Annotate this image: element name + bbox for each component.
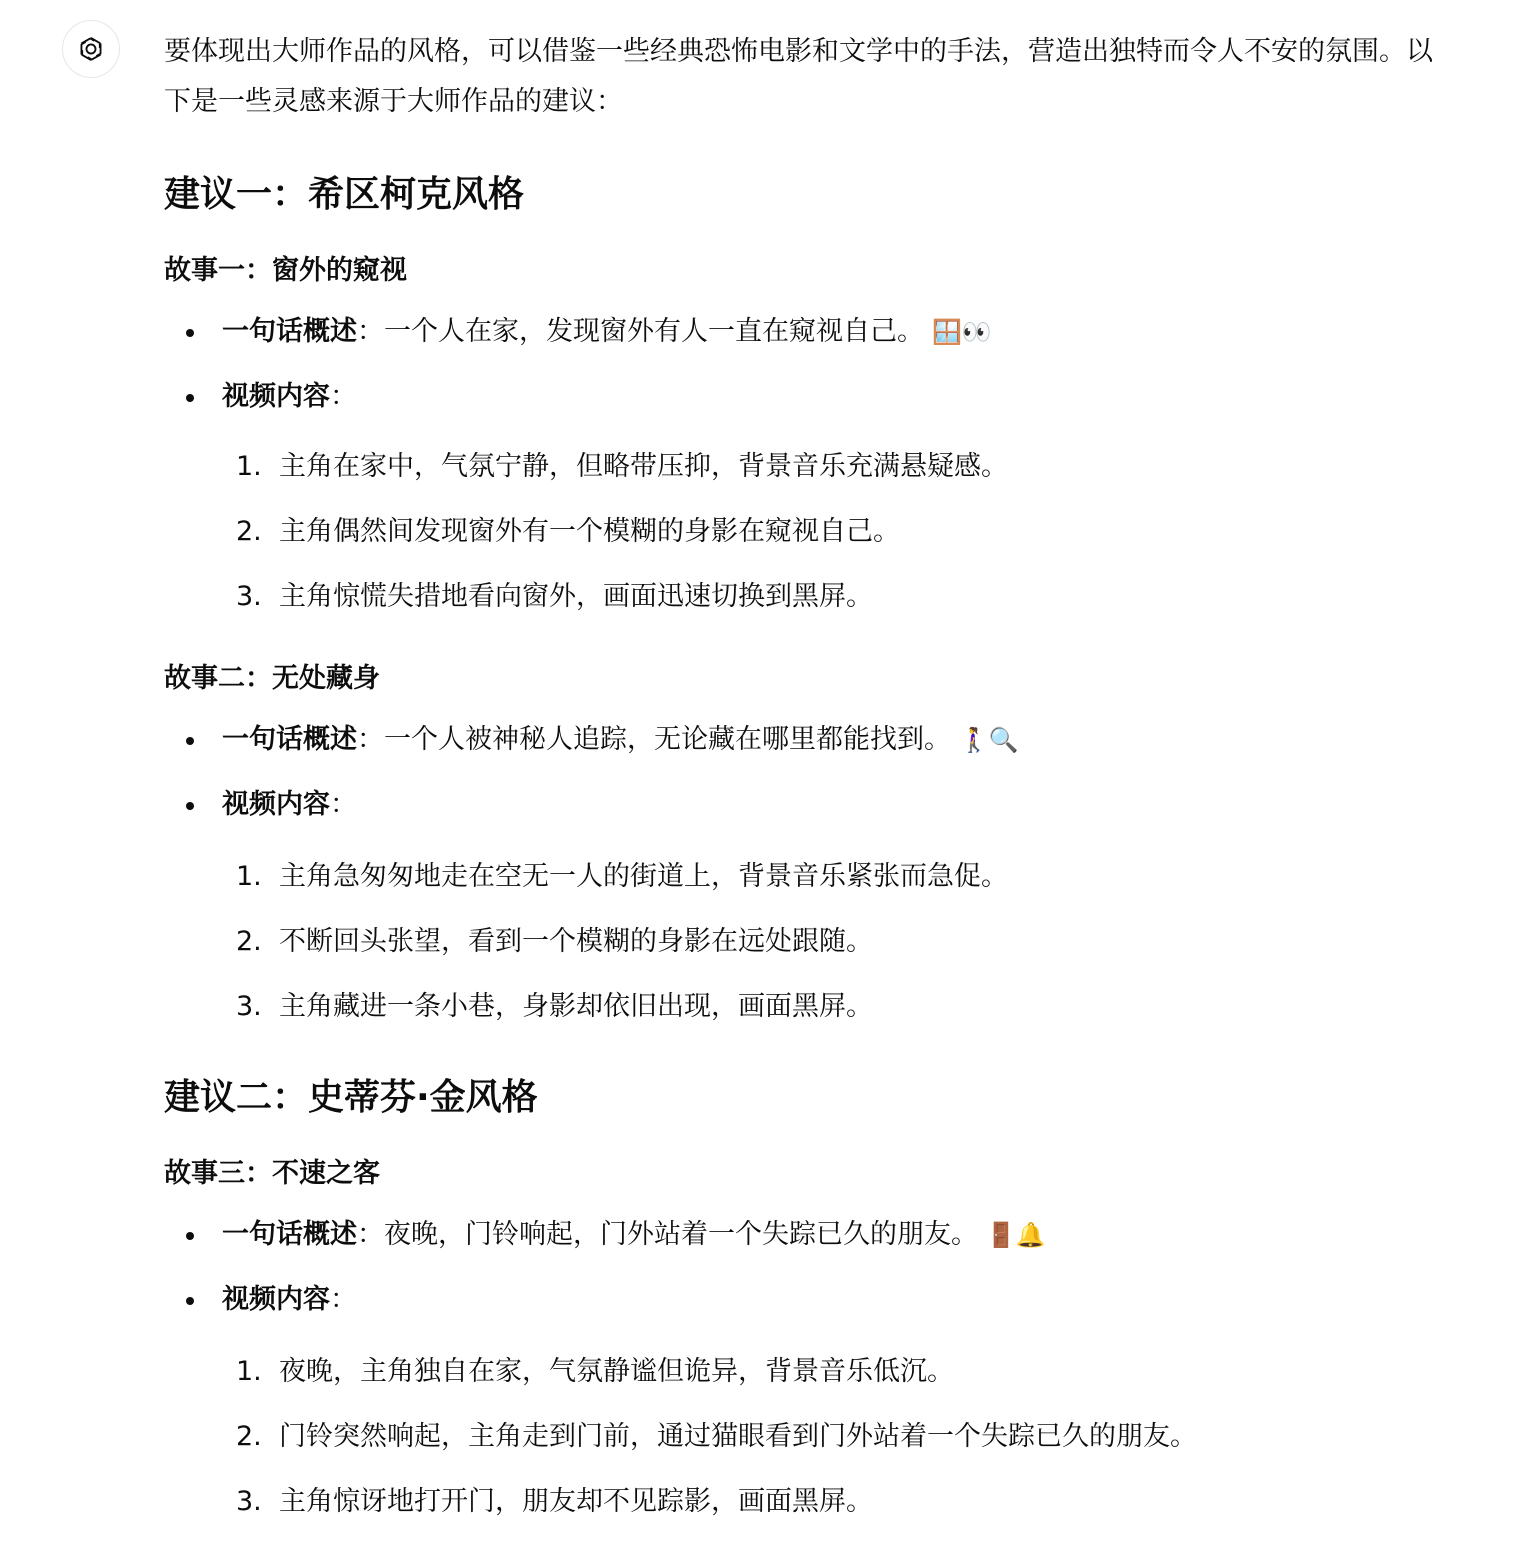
step-number: 1. bbox=[236, 1356, 262, 1387]
window-eyes-emoji-icon: 🪟👀 bbox=[932, 318, 992, 346]
summary-text: 夜晚，门铃响起，门外站着一个失踪已久的朋友。 bbox=[384, 1219, 978, 1250]
walking-search-emoji-icon: 🚶‍♀️🔍 bbox=[959, 726, 1019, 754]
step-number: 3. bbox=[236, 1486, 262, 1517]
story-bullets bbox=[164, 312, 1454, 417]
summary-text: 一个人被神秘人追踪，无论藏在哪里都能找到。 bbox=[384, 724, 951, 755]
step-text: 主角惊讶地打开门，朋友却不见踪影，画面黑屏。 bbox=[279, 1486, 873, 1517]
step-text: 主角在家中，气氛宁静，但略带压抑，背景音乐充满悬疑感。 bbox=[279, 451, 1008, 482]
step-number: 3. bbox=[236, 991, 262, 1022]
story-bullets bbox=[164, 1215, 1454, 1320]
step-number: 3. bbox=[236, 581, 262, 612]
step-text: 不断回头张望，看到一个模糊的身影在远处跟随。 bbox=[279, 926, 873, 957]
step-item bbox=[164, 922, 1454, 962]
step-text: 夜晚，主角独自在家，气氛静谧但诡异，背景音乐低沉。 bbox=[279, 1356, 954, 1387]
step-text: 主角偶然间发现窗外有一个模糊的身影在窥视自己。 bbox=[279, 516, 900, 547]
video-steps bbox=[164, 447, 1454, 617]
suggestion-heading: 建议一：希区柯克风格 bbox=[164, 174, 525, 215]
colon: ： bbox=[357, 316, 384, 347]
assistant-message bbox=[164, 27, 1454, 1522]
step-item bbox=[164, 447, 1454, 487]
step-item bbox=[164, 857, 1454, 897]
step-number: 1. bbox=[236, 861, 262, 892]
video-label: 视频内容 bbox=[222, 789, 330, 820]
video-steps bbox=[164, 857, 1454, 1027]
step-text: 主角急匆匆地走在空无一人的街道上，背景音乐紧张而急促。 bbox=[279, 861, 1008, 892]
step-number: 1. bbox=[236, 451, 262, 482]
step-item bbox=[164, 1482, 1454, 1522]
summary-item bbox=[164, 312, 1454, 352]
video-label: 视频内容 bbox=[222, 1284, 330, 1315]
story-bullets bbox=[164, 720, 1454, 825]
step-item bbox=[164, 987, 1454, 1027]
step-item bbox=[164, 512, 1454, 552]
video-item bbox=[164, 377, 1454, 417]
summary-item bbox=[164, 720, 1454, 760]
story-title: 故事二：无处藏身 bbox=[164, 663, 380, 694]
summary-label: 一句话概述 bbox=[222, 1219, 357, 1250]
step-item bbox=[164, 1352, 1454, 1392]
colon: ： bbox=[357, 724, 384, 755]
colon: ： bbox=[330, 789, 357, 820]
video-label: 视频内容 bbox=[222, 381, 330, 412]
summary-item bbox=[164, 1215, 1454, 1255]
step-item bbox=[164, 577, 1454, 617]
summary-label: 一句话概述 bbox=[222, 316, 357, 347]
step-text: 主角藏进一条小巷，身影却依旧出现，画面黑屏。 bbox=[279, 991, 873, 1022]
step-text: 门铃突然响起，主角走到门前，通过猫眼看到门外站着一个失踪已久的朋友。 bbox=[279, 1421, 1197, 1452]
video-item bbox=[164, 1280, 1454, 1320]
summary-label: 一句话概述 bbox=[222, 724, 357, 755]
story-title: 故事一：窗外的窥视 bbox=[164, 255, 407, 286]
step-number: 2. bbox=[236, 516, 262, 547]
summary-text: 一个人在家，发现窗外有人一直在窥视自己。 bbox=[384, 316, 924, 347]
colon: ： bbox=[330, 1284, 357, 1315]
colon: ： bbox=[330, 381, 357, 412]
colon: ： bbox=[357, 1219, 384, 1250]
story-title: 故事三：不速之客 bbox=[164, 1158, 380, 1189]
suggestion-heading: 建议二：史蒂芬·金风格 bbox=[164, 1077, 538, 1118]
step-number: 2. bbox=[236, 926, 262, 957]
step-item bbox=[164, 1417, 1454, 1457]
intro-paragraph: 要体现出大师作品的风格，可以借鉴一些经典恐怖电影和文学中的手法，营造出独特而令人不安的氛围。以下是一些灵感来源于大师作品的建议： bbox=[164, 36, 1433, 117]
video-steps bbox=[164, 1352, 1454, 1522]
door-bell-emoji-icon: 🚪🔔 bbox=[986, 1221, 1046, 1249]
step-number: 2. bbox=[236, 1421, 262, 1452]
video-item bbox=[164, 785, 1454, 825]
step-text: 主角惊慌失措地看向窗外，画面迅速切换到黑屏。 bbox=[279, 581, 873, 612]
assistant-avatar bbox=[62, 20, 120, 78]
openai-logo-icon bbox=[74, 32, 108, 66]
